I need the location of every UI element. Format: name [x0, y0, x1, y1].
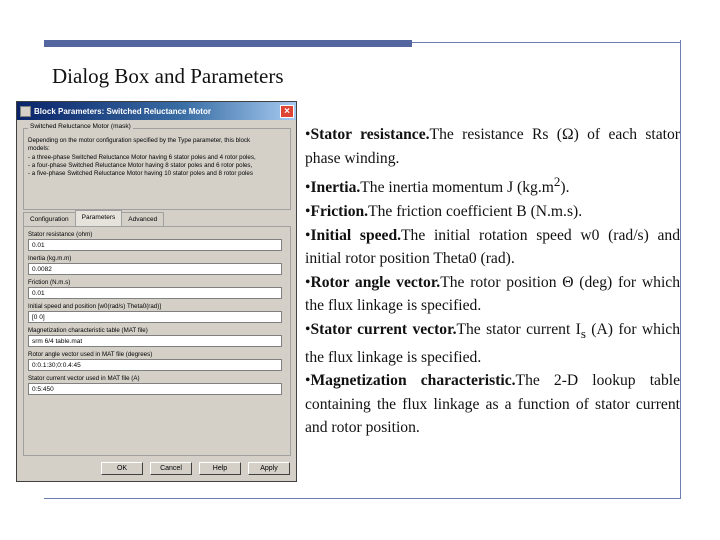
desc-initial-speed	[305, 224, 680, 271]
desc-text: The initial rotation speed w0 (rad/s) and initial rotor position Theta0 (rad).	[305, 226, 680, 268]
stator-current-field	[28, 374, 282, 395]
desc-text: The stator current I	[456, 320, 581, 338]
bullet: •	[305, 372, 311, 390]
top-accent-bar	[44, 40, 412, 47]
field-label: Stator resistance (ohm)	[28, 231, 93, 238]
group-line: Depending on the motor configuration specified by the Type parameter, this block	[28, 137, 251, 144]
app-icon	[20, 106, 31, 117]
bullet: •	[305, 202, 311, 220]
desc-text: The inertia momentum J (kg.m	[360, 179, 554, 197]
field-label: Stator current vector used in MAT file (A)	[28, 375, 140, 382]
field-label: Magnetization characteristic table (MAT file)	[28, 327, 148, 334]
rotor-angle-field	[28, 350, 282, 371]
bullet: •	[305, 226, 311, 244]
group-label: Switched Reluctance Motor (mask)	[30, 123, 131, 130]
bottom-rule	[44, 498, 681, 499]
bullet: •	[305, 126, 311, 143]
magnetization-field	[28, 326, 282, 347]
desc-text: The rotor position Θ (deg) for which the flux linkage is specified.	[305, 273, 680, 315]
group-line: - a five-phase Switched Reluctance Motor having 10 stator poles and 8 rotor poles	[28, 170, 253, 178]
bullet: •	[305, 273, 311, 291]
inertia-field	[28, 254, 282, 275]
friction-field	[28, 278, 282, 299]
dialog-titlebar[interactable]	[17, 102, 296, 120]
desc-term: Magnetization characteristic.	[310, 372, 516, 390]
field-label: Initial speed and position [w0(rad/s) Theta0(rad)]	[28, 303, 161, 310]
ok-button[interactable]: OK	[101, 462, 143, 475]
description-group	[23, 123, 291, 210]
field-label: Rotor angle vector used in MAT file (degrees)	[28, 351, 153, 358]
desc-inertia	[305, 170, 680, 200]
bullet: •	[305, 179, 311, 197]
desc-friction	[305, 200, 680, 224]
group-line: - a four-phase Switched Reluctance Motor having 8 stator poles and 6 rotor poles,	[28, 161, 253, 169]
slide-title: Dialog Box and Parameters	[52, 64, 284, 88]
inertia-input[interactable]: 0.0082	[28, 263, 282, 275]
desc-text: The resistance Rs (Ω) of each stator phase winding.	[305, 126, 681, 167]
desc-tail: (A) for which the flux linkage is specified.	[305, 320, 680, 366]
desc-sub: s	[580, 326, 586, 342]
dialog-buttons	[101, 462, 290, 475]
initial-speed-input[interactable]: [0 0]	[28, 311, 282, 323]
tab-parameters[interactable]: Parameters	[75, 210, 123, 226]
desc-term: Inertia.	[310, 179, 361, 197]
desc-text: The 2-D lookup table containing the flux linkage as a function of stator current and rotor position.	[305, 372, 681, 437]
desc-term: Initial speed.	[310, 226, 402, 244]
close-icon[interactable]: ×	[280, 105, 294, 118]
desc-text: The friction coefficient B (N.m.s).	[368, 202, 583, 220]
apply-button[interactable]: Apply	[248, 462, 290, 475]
block-parameters-dialog	[16, 101, 297, 482]
desc-magnetization	[305, 369, 680, 440]
group-line: - a three-phase Switched Reluctance Motor having 6 stator poles and 4 rotor poles,	[28, 153, 256, 161]
right-rule	[680, 40, 681, 498]
field-label: Inertia (kg.m.m)	[28, 255, 72, 262]
group-description	[28, 137, 286, 178]
stator-resistance-field	[28, 230, 282, 251]
tab-advanced[interactable]: Advanced	[121, 212, 164, 226]
group-line: models:	[28, 145, 50, 153]
desc-stator-current	[305, 318, 680, 369]
friction-input[interactable]: 0.01	[28, 287, 282, 299]
desc-term: Friction.	[310, 202, 369, 220]
magnetization-input[interactable]: srm 6/4 table.mat	[28, 335, 282, 347]
help-button[interactable]: Help	[199, 462, 241, 475]
desc-stator-resistance	[305, 123, 680, 170]
field-label: Friction (N.m.s)	[28, 279, 71, 286]
dialog-title: Block Parameters: Switched Reluctance Motor	[34, 106, 211, 116]
desc-tail: ).	[560, 179, 570, 197]
bullet: •	[305, 320, 311, 338]
desc-sup: 2	[553, 174, 561, 190]
desc-term: Stator resistance.	[310, 126, 430, 143]
parameters-panel	[23, 226, 291, 456]
tab-configuration[interactable]: Configuration	[23, 212, 76, 226]
initial-speed-field	[28, 302, 282, 323]
desc-rotor-angle	[305, 271, 680, 318]
stator-current-input[interactable]: 0:5:450	[28, 383, 282, 395]
rotor-angle-input[interactable]: 0:0.1:30;0:0.4:45	[28, 359, 282, 371]
desc-term: Stator current vector.	[310, 320, 457, 338]
stator-resistance-input[interactable]: 0.01	[28, 239, 282, 251]
desc-term: Rotor angle vector.	[310, 273, 441, 291]
cancel-button[interactable]: Cancel	[150, 462, 192, 475]
parameter-descriptions	[305, 123, 680, 440]
